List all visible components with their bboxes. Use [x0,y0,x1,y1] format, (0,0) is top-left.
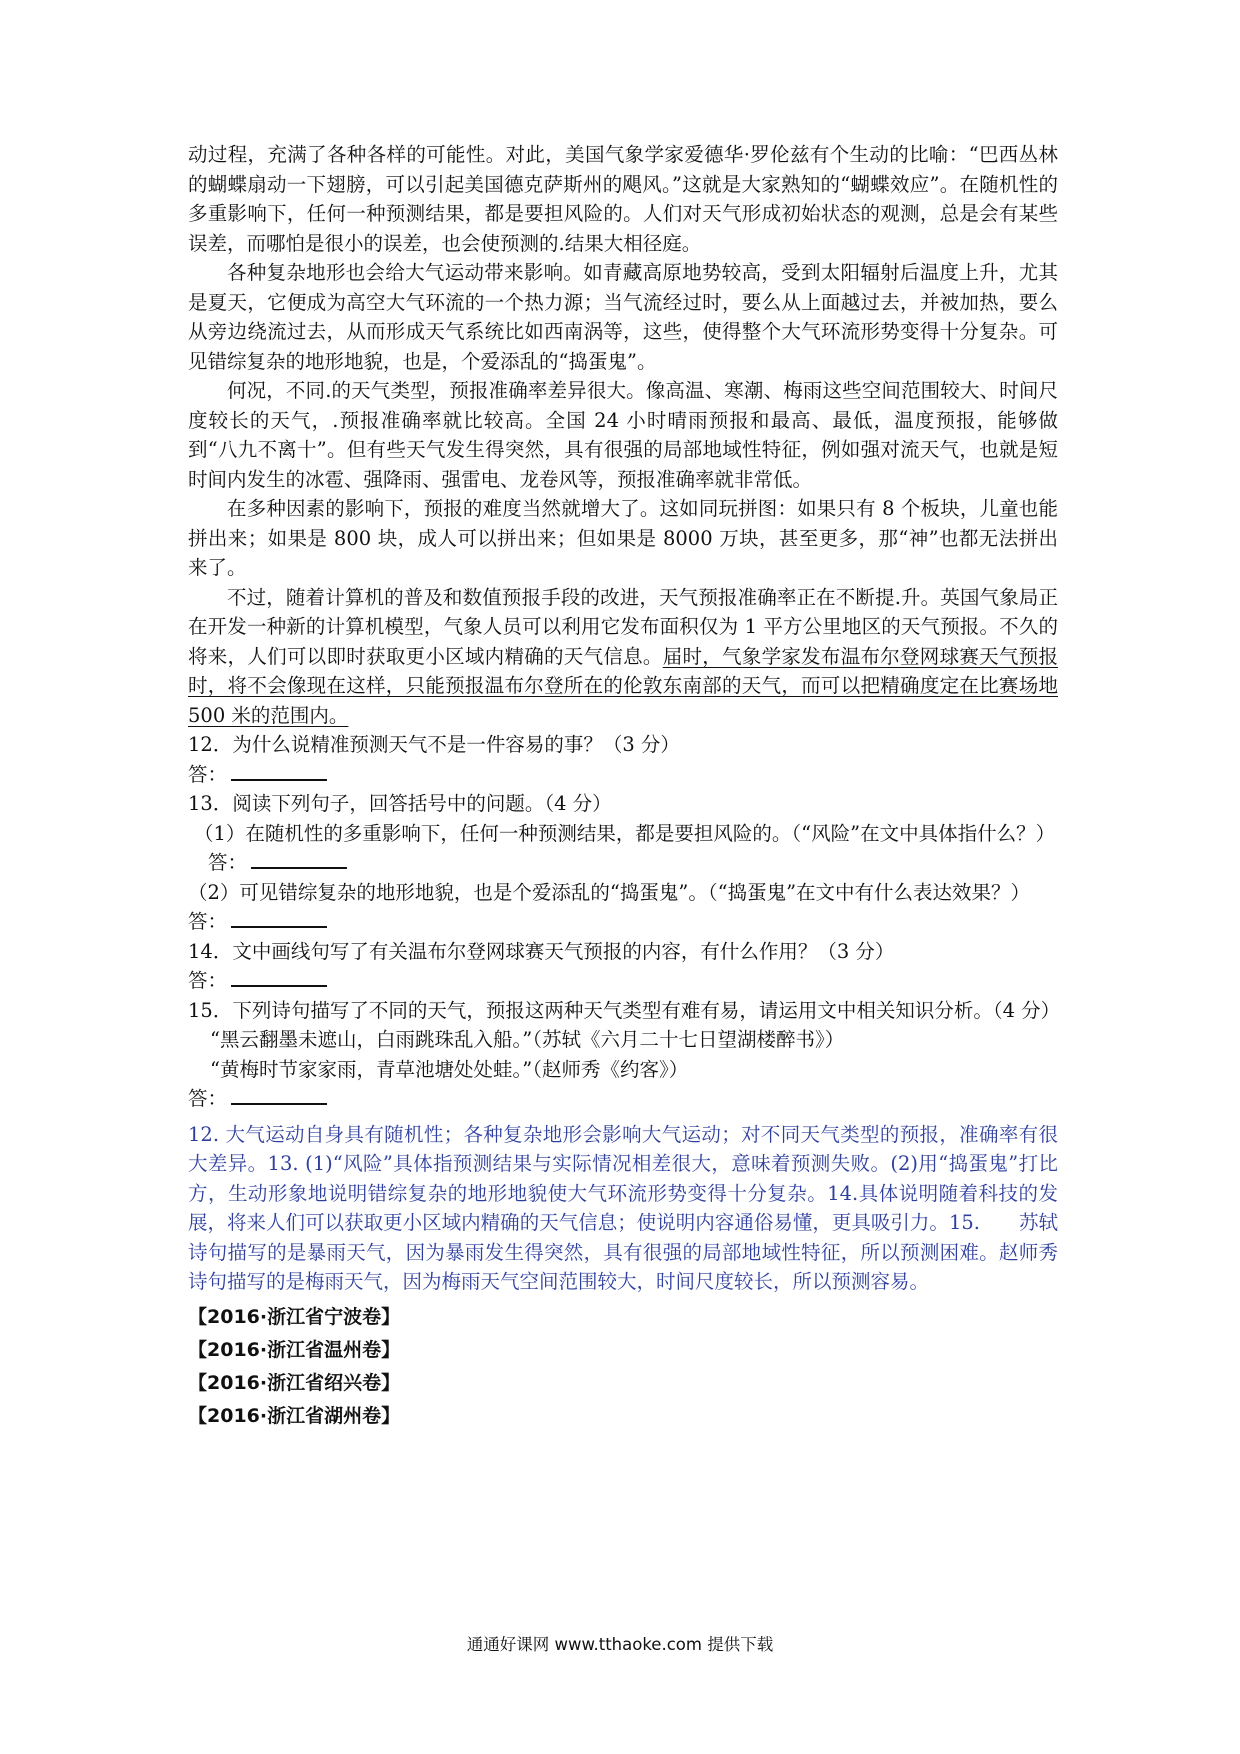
blank-line [251,849,347,869]
volume-title: 【2016·浙江省温州卷】 [188,1338,401,1361]
blank-line [231,761,327,781]
blank-line [231,1085,327,1105]
page-footer: 通通好课网 www.tthaoke.com 提供下载 [466,1635,774,1654]
answer-label: 答： [188,969,228,992]
document-body [188,140,1061,1433]
volume-title: 【2016·浙江省湖州卷】 [188,1404,401,1427]
question-15: 15．下列诗句描写了不同的天气，预报这两种天气类型有难有易，请运用文中相关知识分析。（4 分） [188,998,1061,1022]
volume-title: 【2016·浙江省绍兴卷】 [188,1371,401,1394]
answer-line-14 [188,966,1058,996]
blank-line [231,967,327,987]
poem-line-2: “黄梅时节家家雨，青草池塘处处蛙。”（赵师秀《约客》） [210,1057,689,1081]
answer-key: 12. 大气运动自身具有随机性；各种复杂地形会影响大气运动；对不同天气类型的预报，准确率有很大差异。13. (1)“风险”具体指预测结果与实际情况相差很大，意味着预测失败。(2)用“捣蛋鬼”打比方，生动形象地说明错综复杂的地形地貌使大气环流形势变得十分复杂。14.具体说明随着科技的发展，将来人们可以获取更小区域内精确的天气信息；使说明内容通俗易懂，更具吸引力。15. 苏轼诗句描写的是暴雨天气，因为暴雨发生得突然，具有很强的局部地域性特征，所以预测困难。赵师秀诗句描写的是梅雨天气，因为梅雨天气空间范围较大，时间尺度较长，所以预测容易。 [188,1122,1058,1293]
question-14: 14．文中画线句写了有关温布尔登网球赛天气预报的内容，有什么作用？（3 分） [188,939,895,963]
passage-paragraph-5 [188,583,1058,731]
answer-line-12 [188,760,1058,790]
volume-title: 【2016·浙江省宁波卷】 [188,1305,401,1328]
answer-label: 答： [188,762,228,786]
answer-label: 答： [188,1087,228,1110]
question-13-1: （1）在随机性的多重影响下，任何一种预测结果，都是要担风险的。（“风险”在文中具体指什么？） [194,821,1056,845]
passage-paragraph-5-text: 不过，随着计算机的普及和数值预报手段的改进，天气预报准确率正在不断提.升。英国气象局正在开发一种新的计算机模型，气象人员可以利用它发布面积仅为 1 平方公里地区的天气预报。不久的将来，人们可以即时获取更小区域内精确的天气信息。 [188,585,1058,668]
underlined-sentence: 届时，气象学家发布温布尔登网球赛天气预报时，将不会像现在这样，只能预报温布尔登所在的伦敦东南部的天气，而可以把精确度定在比赛场地 500 米的范围内。 [188,644,1058,727]
answer-label: 答： [188,910,228,933]
question-13: 13．阅读下列句子，回答括号中的问题。（4 分） [188,792,612,815]
answer-label: 答： [208,851,248,874]
passage-paragraph-2: 各种复杂地形也会给大气运动带来影响。如青藏高原地势较高，受到太阳辐射后温度上升，尤其是夏天，它便成为高空大气环流的一个热力源；当气流经过时，要么从上面越过去，并被加热，要么从旁边绕流过去，从而形成天气系统比如西南涡等，这些，使得整个大气环流形势变得十分复杂。可见错综复杂的地形地貌，也是，个爱添乱的“捣蛋鬼”。 [188,261,1058,373]
answer-line-13-2 [188,907,1058,937]
question-12: 12．为什么说精准预测天气不是一件容易的事？（3 分） [188,733,680,756]
blank-line [231,908,327,928]
poem-line-1: “黑云翻墨未遮山，白雨跳珠乱入船。”（苏轼《六月二十七日望湖楼醉书》） [210,1028,845,1051]
volume-list [188,1301,1058,1433]
answer-line-13-1 [188,848,1058,878]
passage-paragraph-4: 在多种因素的影响下，预报的难度当然就增大了。这如同玩拼图：如果只有 8 个板块，儿童也能拼出来；如果是 800 块，成人可以拼出来；但如果是 8000 万块，甚至更多，那“神”也都无法拼出来了。 [188,497,1058,579]
answer-line-15 [188,1084,1058,1114]
passage-paragraph-3: 何况，不同.的天气类型，预报准确率差异很大。像高温、寒潮、梅雨这些空间范围较大、时间尺度较长的天气，.预报准确率就比较高。全国 24 小时晴雨预报和最高、最低，温度预报，能够做到“八九不离十”。但有些天气发生得突然，具有很强的局部地域性特征，例如强对流天气，也就是短时间内发生的冰雹、强降雨、强雷电、龙卷风等，预报准确率就非常低。 [188,379,1058,491]
passage-paragraph-1: 动过程，充满了各种各样的可能性。对此，美国气象学家爱德华·罗伦兹有个生动的比喻：“巴西丛林的蝴蝶扇动一下翅膀，可以引起美国德克萨斯州的飓风。”这就是大家熟知的“蝴蝶效应”。在随机性的多重影响下，任何一种预测结果，都是要担风险的。人们对天气形成初始状态的观测，总是会有某些误差，而哪怕是很小的误差，也会使预测的.结果大相径庭。 [188,143,1058,255]
question-13-2: （2）可见错综复杂的地形地貌，也是个爱添乱的“捣蛋鬼”。（“捣蛋鬼”在文中有什么表达效果？） [188,880,1031,904]
